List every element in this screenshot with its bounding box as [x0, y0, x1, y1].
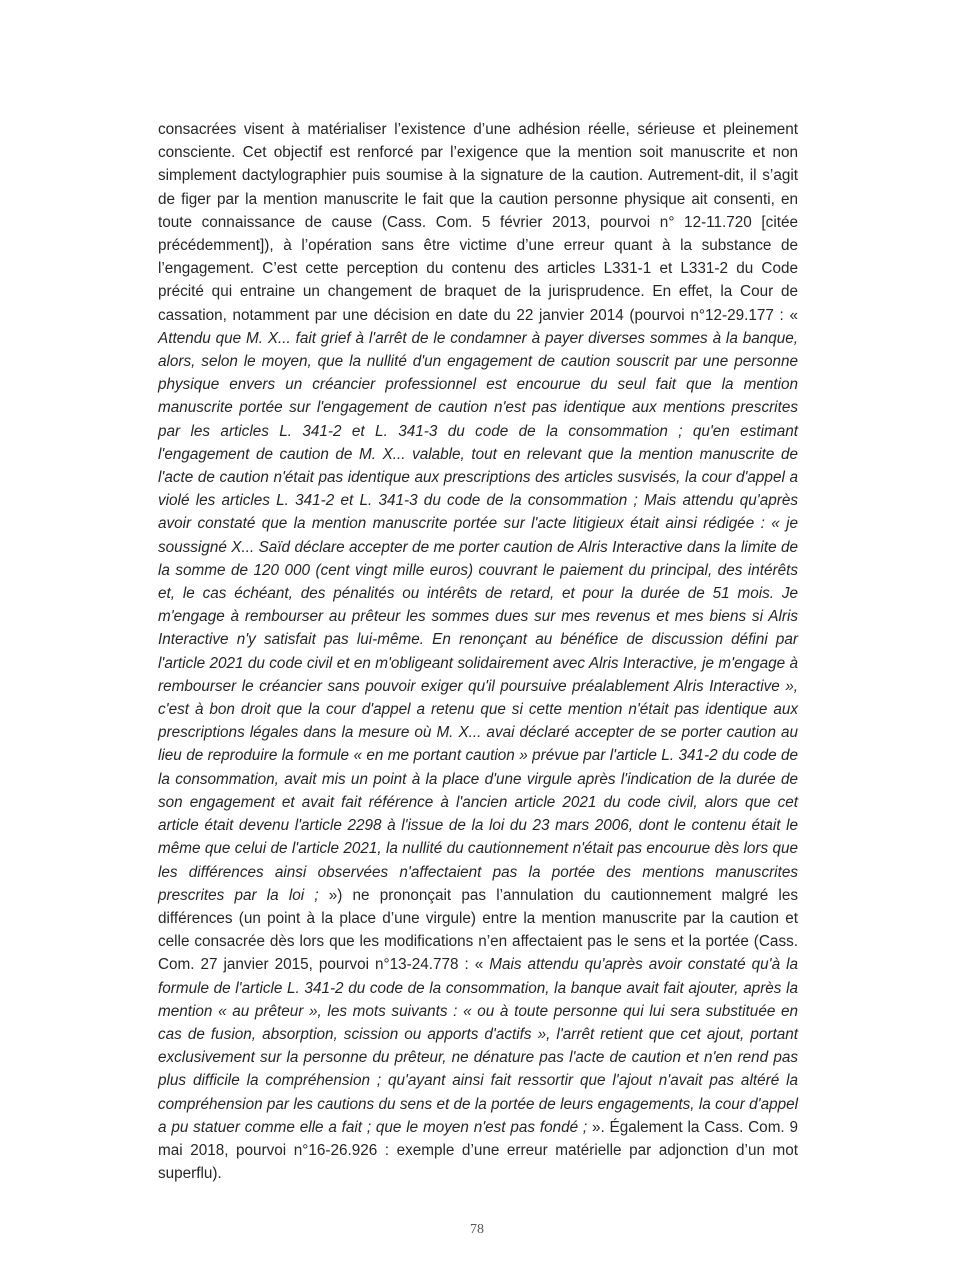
paragraph-text-end: ». Également la Cass. Com. 9 mai 2018, pourvoi n°16-26.926 : exemple d’une erreur matérielle par adjonction d’un mot superflu). — [158, 1118, 799, 1183]
page-number: 78 — [470, 1222, 484, 1237]
quote-cass-2015: Mais attendu qu'après avoir constaté qu'à la formule de l'article L. 341-2 du code de la consommation, la banque avait fait ajouter, après la mention « au prêteur », les mots suivants : « ou à toute personne qui lui sera substituée en cas de fusion, absorption, scission ou apports d'actifs », l'arrêt retient que cet ajout, portant exclusivement sur la personne du prêteur, ne dénature pas l'acte de caution et n'en rend pas plus difficile la compréhension ; qu'ayant ainsi fait ressortir que l'ajout n'avait pas altéré la compréhension par les cautions du sens et de la portée de leurs engagements, la cour d'appel a pu statuer comme elle a fait ; que le moyen n'est pas fondé ; — [158, 956, 798, 1136]
body-paragraph — [158, 118, 798, 1185]
quote-cass-2014: Attendu que M. X... fait grief à l'arrêt de le condamner à payer diverses sommes à la banque, alors, selon le moyen, que la nullité d'un engagement de caution souscrit par une personne physique envers un créancier professionnel est encourue du seul fait que la mention manuscrite portée sur l'engagement de caution n'est pas identique aux mentions prescrites par les articles L. 341-2 et L. 341-3 du code de la consommation ; qu'en estimant l'engagement de caution de M. X... valable, tout en relevant que la mention manuscrite de l'acte de caution n'était pas identique aux prescriptions des articles susvisés, la cour d'appel a violé les articles L. 341-2 et L. 341-3 du code de la consommation ; Mais attendu qu'après avoir constaté que la mention manuscrite portée sur l'acte litigieux était ainsi rédigée : « je soussigné X... Saïd déclare accepter de me porter caution de Alris Interactive dans la limite de la somme de 120 000 (cent vingt mille euros) couvrant le paiement du principal, des intérêts et, le cas échéant, des pénalités ou intérêts de retard, et pour la durée de 51 mois. Je m'engage à rembourser au prêteur les sommes dues sur mes revenus et mes biens si Alris Interactive n'y satisfait pas lui-même. En renonçant au bénéfice de discussion défini par l'article 2021 du code civil et en m'obligeant solidairement avec Alris Interactive, je m'engage à rembourser le créancier sans pouvoir exiger qu'il poursuive préalablement Alris Interactive », c'est à bon droit que la cour d'appel a retenu que si cette mention n'était pas identique aux prescriptions légales dans la mesure où M. X... avai déclaré accepter de se porter caution au lieu de reproduire la formule « en me portant caution » prévue par l'article L. 341-2 du code de la consommation, avait mis un point à la place d'une virgule après l'indication de la durée de son engagement et avait fait référence à l'ancien article 2021 du code civil, alors que cet article était devenu l'article 2298 à l'issue de la loi du 23 mars 2006, dont le contenu était le même que celui de l'article 2021, la nullité du cautionnement n'était pas encourue dès lors que les différences ainsi observées n'affectaient pas la portée des mentions manuscrites prescrites par la loi ; — [158, 329, 798, 904]
paragraph-text-middle: ») ne prononçait pas l’annulation du cautionnement malgré les différences (un point à la place d’une virgule) entre la mention manuscrite par la caution et celle consacrée dès lors que les modifications n’en affectaient pas le sens et la portée (Cass. Com. 27 janvier 2015, pourvoi n°13-24.778 : « — [158, 886, 798, 974]
paragraph-text-intro: consacrées visent à matérialiser l’existence d’une adhésion réelle, sérieuse et pleinement consciente. Cet objectif est renforcé par l’exigence que la mention soit manuscrite et non simplement dactylographier puis soumise à la signature de la caution. Autrement-dit, il s’agit de figer par la mention manuscrite le fait que la caution personne physique ait consenti, en toute connaissance de cause (Cass. Com. 5 février 2013, pourvoi n° 12-11.720 [citée précédemment]), à l’opération sans être victime d’une erreur quant à la substance de l’engagement. C’est cette perception du contenu des articles L331-1 et L331-2 du Code précité qui entraine un changement de braquet de la jurisprudence. En effet, la Cour de cassation, notamment par une décision en date du 22 janvier 2014 (pourvoi n°12-29.177 : « — [158, 121, 798, 324]
